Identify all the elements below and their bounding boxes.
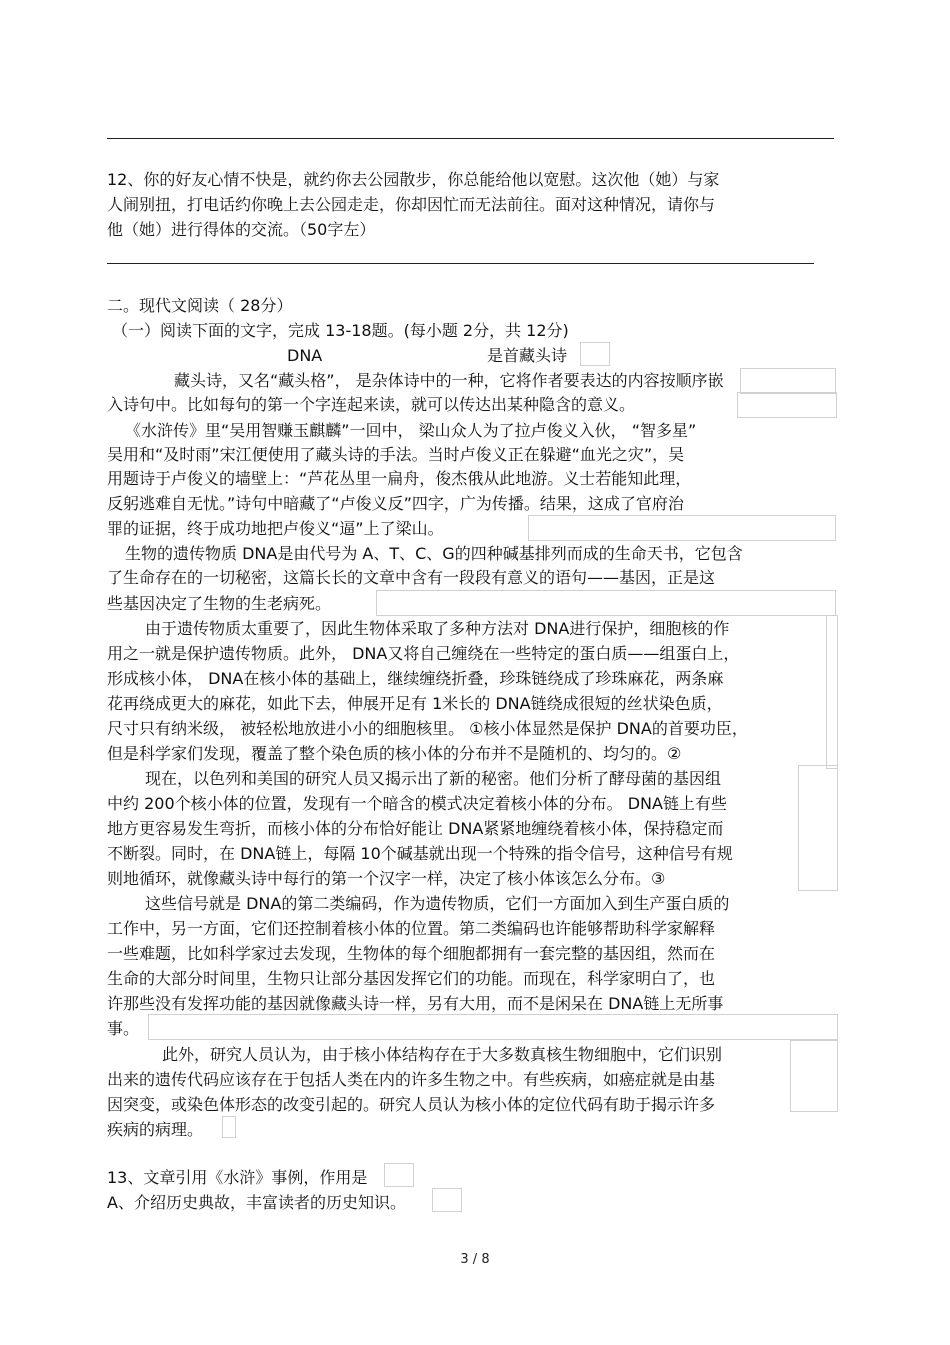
article-line: 形成核小体， DNA在核小体的基础上，继续缠绕折叠，珍珠链绕成了珍珠麻花，两条麻 — [107, 669, 724, 688]
answer-line — [107, 263, 814, 264]
article-line: 因突变，或染色体形态的改变引起的。研究人员认为核小体的定位代码有助于揭示许多 — [107, 1095, 716, 1114]
page-number: 3 / 8 — [460, 1252, 490, 1267]
article-line: 用题诗于卢俊义的墙壁上：“芦花丛里一扁舟，俊杰俄从此地游。义士若能知此理， — [107, 469, 692, 488]
article-line: 但是科学家们发现，覆盖了整个染色质的核小体的分布并不是随机的、均匀的。② — [107, 744, 682, 763]
article-line: 生命的大部分时间里，生物只让部分基因发挥它们的功能。而现在，科学家明白了，也 — [107, 969, 716, 988]
q12-line: 他（她）进行得体的交流。（50字左） — [107, 220, 376, 239]
section-heading: 二。现代文阅读（ 28分） — [107, 296, 293, 315]
article-line: 尺寸只有纳米级， 被轻松地放进小小的细胞核里。 ①核小体显然是保护 DNA的首要功臣， — [107, 719, 748, 738]
q12-line: 人闹别扭，打电话约你晚上去公园走走，你却因忙而无法前往。面对这种情况，请你与 — [107, 195, 716, 214]
text-box-frame — [376, 590, 836, 616]
article-line: 疾病的病理。 — [107, 1120, 204, 1139]
article-line: 此外，研究人员认为，由于核小体结构存在于大多数真核生物细胞中，它们识别 — [162, 1045, 723, 1064]
text-box-frame — [798, 765, 838, 891]
article-line: 许那些没有发挥功能的基因就像藏头诗一样，另有大用，而不是闲呆在 DNA链上无所事 — [107, 994, 724, 1013]
article-line: 入诗句中。比如每句的第一个字连起来读，就可以传达出某种隐含的意义。 — [107, 395, 636, 414]
text-box-frame — [528, 515, 836, 541]
q13-stem: 13、文章引用《水浒》事例，作用是 — [107, 1168, 368, 1187]
article-line: 一些难题，比如科学家过去发现，生物体的每个细胞都拥有一套完整的基因组，然而在 — [107, 944, 716, 963]
article-line: 罪的证据，终于成功地把卢俊义“逼”上了梁山。 — [107, 519, 444, 538]
article-line: 则地循环，就像藏头诗中每行的第一个汉字一样，决定了核小体该怎么分布。③ — [107, 869, 666, 888]
article-line: 这些信号就是 DNA的第二类编码，作为遗传物质，它们一方面加入到生产蛋白质的 — [145, 894, 730, 913]
article-line: 反躬逃难自无忧。”诗句中暗藏了“卢俊义反”四字，广为传播。结果，这成了官府治 — [107, 494, 684, 513]
article-line: 地方更容易发生弯折，而核小体的分布恰好能让 DNA紧紧地缠绕着核小体，保持稳定而 — [107, 819, 724, 838]
article-line: 些基因决定了生物的生老病死。 — [107, 594, 332, 613]
text-box-frame — [222, 1116, 236, 1138]
text-box-frame — [580, 342, 610, 366]
article-line: 花再绕成更大的麻花，如此下去，伸展开足有 1米长的 DNA链绕成很短的丝状染色质， — [107, 694, 723, 713]
article-line: 中约 200个核小体的位置，发现有一个暗含的模式决定着核小体的分布。 DNA链上有些 — [107, 794, 727, 813]
article-line: 吴用和“及时雨”宋江便使用了藏头诗的手法。当时卢俊义正在躲避“血光之灾”，吴 — [107, 445, 685, 464]
article-line: 不断裂。同时，在 DNA链上，每隔 10个碱基就出现一个特殊的指令信号，这种信号有规 — [107, 844, 733, 863]
article-line: 了生命存在的一切秘密，这篇长长的文章中含有一段段有意义的语句——基因，正是这 — [107, 568, 716, 587]
q12-line: 12、你的好友心情不快是，就约你去公园散步，你总能给他以宽慰。这次他（她）与家 — [107, 170, 720, 189]
article-line: 用之一就是保护遗传物质。此外， DNA又将自己缠绕在一些特定的蛋白质——组蛋白上， — [107, 644, 740, 663]
article-line: 生物的遗传物质 DNA是由代号为 A、T、C、G的四种碱基排列而成的生命天书，它包含 — [125, 544, 743, 563]
top-rule — [107, 138, 834, 139]
article-line: 由于遗传物质太重要了，因此生物体采取了多种方法对 DNA进行保护，细胞核的作 — [145, 619, 730, 638]
article-line: 《水浒传》里“吴用智赚玉麒麟”一回中， 梁山众人为了拉卢俊义入伙， “智多星” — [125, 421, 697, 440]
text-box-frame — [384, 1163, 414, 1187]
text-box-frame — [148, 1014, 838, 1040]
article-title-rest: 是首藏头诗 — [487, 346, 568, 365]
article-line: 工作中，另一方面，它们还控制着核小体的位置。第二类编码也许能够帮助科学家解释 — [107, 919, 716, 938]
article-line: 出来的遗传代码应该存在于包括人类在内的许多生物之中。有些疾病，如癌症就是由基 — [107, 1070, 716, 1089]
article-line: 事。 — [107, 1019, 140, 1038]
text-box-frame — [826, 615, 838, 769]
article-line: 藏头诗，又名“藏头格”， 是杂体诗中的一种，它将作者要表达的内容按顺序嵌 — [174, 371, 724, 390]
text-box-frame — [740, 368, 836, 394]
part-instruction: （一）阅读下面的文字，完成 13-18题。(每小题 2分，共 12分) — [112, 321, 569, 340]
text-box-frame — [737, 392, 837, 418]
q13-option-a: A、介绍历史典故，丰富读者的历史知识。 — [107, 1193, 406, 1212]
article-line: 现在，以色列和美国的研究人员又揭示出了新的秘密。他们分析了酵母菌的基因组 — [145, 769, 722, 788]
text-box-frame — [790, 1040, 838, 1112]
text-box-frame — [432, 1188, 462, 1212]
article-title-dna: DNA — [287, 346, 323, 365]
